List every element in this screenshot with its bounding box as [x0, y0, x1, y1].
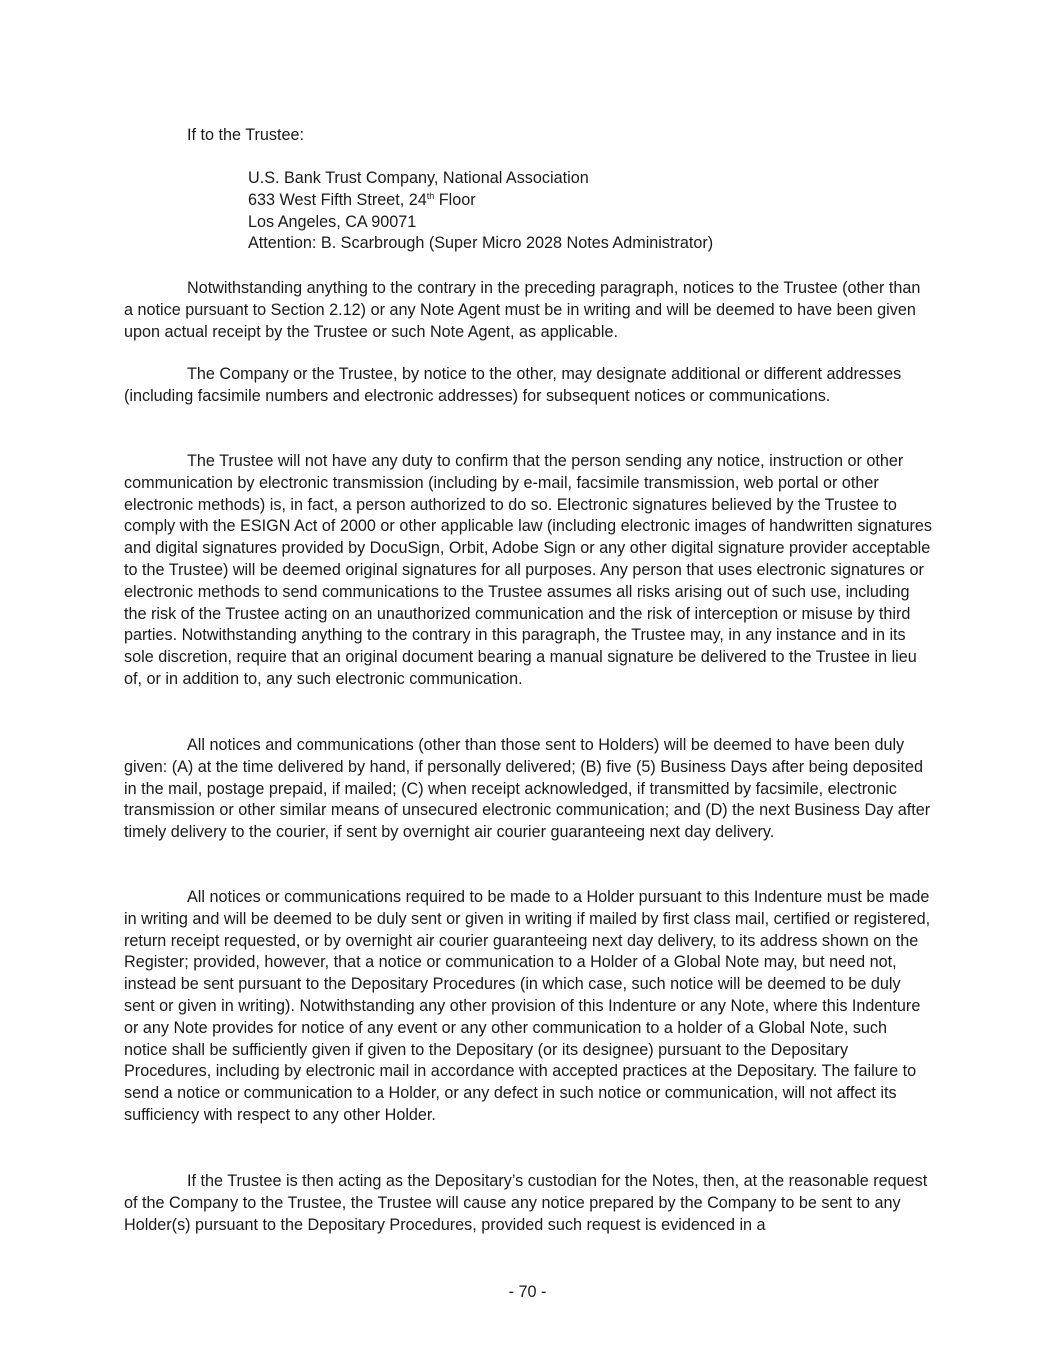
paragraph-text: If the Trustee is then acting as the Depositary’s custodian for the Notes, then, at the reasonable request of the Company to the Trustee, the Trustee will cause any notice prepared by the Company to be sent to any Holder(s) pursuant to the Depositary Procedures, provided such request is evidenced in a [124, 1172, 928, 1234]
page-number: - 70 - [508, 1283, 547, 1301]
paragraph-text: The Trustee will not have any duty to confirm that the person sending any notice, instruction or other communication by electronic transmission (including by e-mail, facsimile transmission, web portal or other electronic methods) is, in fact, a person authorized to do so. Electronic signatures believed by the Trustee to comply with the ESIGN Act of 2000 or other applicable law (including electronic images of handwritten signatures and digital signatures provided by DocuSign, Orbit, Adobe Sign or any other digital signature provider acceptable to the Trustee) will be deemed original signatures for all purposes. Any person that uses electronic signatures or electronic methods to send communications to the Trustee assumes all risks arising out of such use, including the risk of the Trustee acting on an unauthorized communication and the risk of interception or misuse by third parties. Notwithstanding anything to the contrary in this paragraph, the Trustee may, in any instance and in its sole discretion, require that an original document bearing a manual signature be delivered to the Trustee in lieu of, or in addition to, any such electronic communication. [124, 452, 932, 688]
paragraph-depositary-custodian [124, 1171, 932, 1236]
address-line-2 [248, 190, 713, 212]
trustee-intro: If to the Trustee: [187, 126, 304, 144]
paragraph-electronic-signatures [124, 451, 932, 691]
trustee-address [248, 168, 713, 255]
address-line-1: U.S. Bank Trust Company, National Association [248, 169, 589, 187]
address-line-4: Attention: B. Scarbrough (Super Micro 2028 Notes Administrator) [248, 234, 714, 253]
address-line-2-street: 633 West Fifth Street, 24 [248, 190, 427, 209]
paragraph-notice-receipt [124, 278, 932, 343]
paragraph-deemed-given [124, 735, 932, 844]
paragraph-holder-notices [124, 887, 932, 1127]
paragraph-text: Notwithstanding anything to the contrary in the preceding paragraph, notices to the Trustee (other than a notice pursuant to Section 2.12) or any Note Agent must be in writing and will be deemed to have been given upon actual receipt by the Trustee or such Note Agent, as applicable. [124, 279, 921, 341]
paragraph-text: The Company or the Trustee, by notice to the other, may designate additional or different addresses (including facsimile numbers and electronic addresses) for subsequent notices or communications. [124, 365, 902, 405]
address-line-2-ordinal: th [426, 190, 435, 201]
address-line-2-floor: Floor [434, 190, 476, 209]
paragraph-text: All notices or communications required to be made to a Holder pursuant to this Indenture must be made in writing and will be deemed to be duly sent or given in writing if mailed by first class mail, certified or registered, return receipt requested, or by overnight air courier guaranteeing next day delivery, to its address shown on the Register; provided, however, that a notice or communication to a Holder of a Global Note may, but need not, instead be sent pursuant to the Depositary Procedures (in which case, such notice will be deemed to be duly sent or given in writing). Notwithstanding any other provision of this Indenture or any Note, where this Indenture or any Note provides for notice of any event or any other communication to a holder of a Global Note, such notice shall be sufficiently given if given to the Depositary (or its designee) pursuant to the Depositary Procedures, including by electronic mail in accordance with accepted practices at the Depositary. The failure to send a notice or communication to a Holder, or any defect in such notice or communication, will not affect its sufficiency with respect to any other Holder. [124, 888, 931, 1124]
paragraph-text: All notices and communications (other than those sent to Holders) will be deemed to have been duly given: (A) at the time delivered by hand, if personally delivered; (B) five (5) Business Days after being deposited in the mail, postage prepaid, if mailed; (C) when receipt acknowledged, if transmitted by facsimile, electronic transmission or other similar means of unsecured electronic communication; and (D) the next Business Day after timely delivery to the courier, if sent by overnight air courier guaranteeing next day delivery. [124, 736, 931, 842]
address-line-3: Los Angeles, CA 90071 [248, 212, 417, 231]
paragraph-designate-addresses [124, 364, 932, 408]
